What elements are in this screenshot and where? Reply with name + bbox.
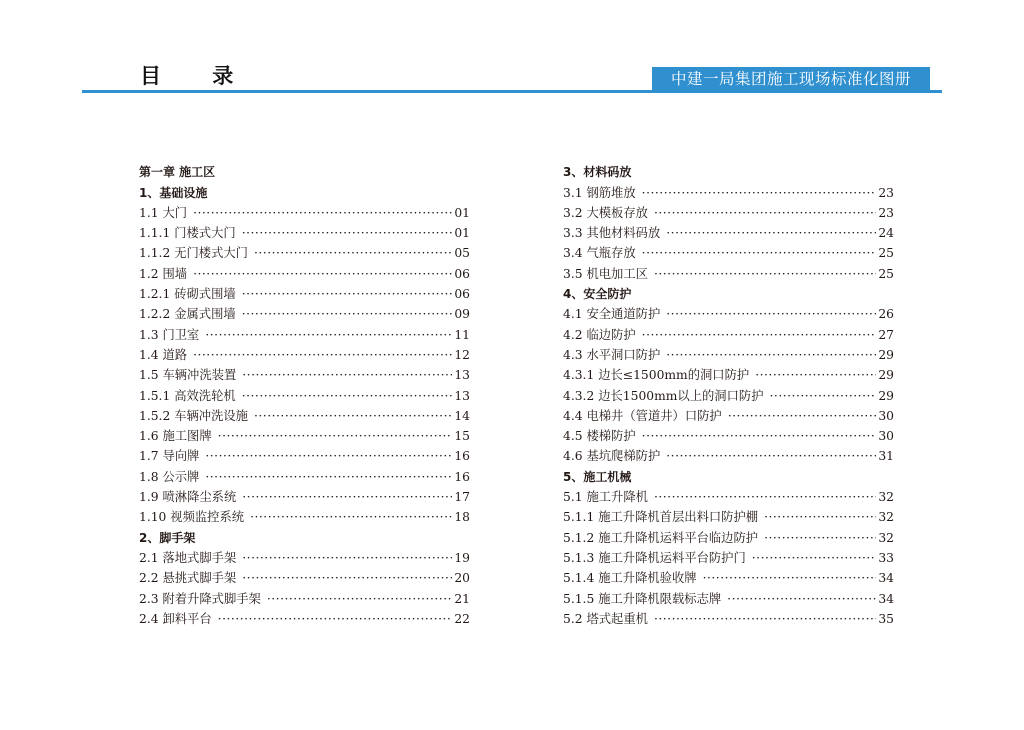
- toc-page-number: 21: [454, 591, 470, 606]
- dot-leader: [654, 489, 876, 505]
- dot-leader: [654, 205, 876, 221]
- dot-leader: [666, 225, 876, 241]
- toc-section-heading: [139, 525, 470, 545]
- toc-entry[interactable]: [563, 241, 894, 261]
- toc-page-number: 25: [878, 246, 894, 261]
- toc-page-number: 14: [454, 408, 470, 423]
- toc-page-number: 12: [454, 347, 470, 362]
- toc-page-number: 32: [878, 490, 894, 505]
- toc-entry-label: 1、基础设施: [139, 185, 208, 200]
- toc-page-number: 18: [454, 510, 470, 525]
- dot-leader: [642, 245, 877, 261]
- toc-entry-label: 5.1.5 施工升降机限载标志牌: [563, 591, 722, 606]
- dot-leader: [703, 570, 877, 586]
- dot-leader: [752, 550, 877, 566]
- toc-column-left: [139, 160, 470, 627]
- toc-entry[interactable]: [563, 383, 894, 403]
- dot-leader: [205, 448, 452, 464]
- dot-leader: [654, 611, 876, 627]
- dot-leader: [193, 266, 452, 282]
- toc-entry-label: 3、材料码放: [563, 165, 632, 180]
- toc-entry-label: 2.2 悬挑式脚手架: [139, 571, 237, 586]
- toc-section-heading: [563, 282, 894, 302]
- toc-section-heading: [563, 464, 894, 484]
- toc-entry-label: 1.4 道路: [139, 347, 188, 362]
- toc-entry-label: 1.1.2 无门楼式大门: [139, 246, 248, 261]
- toc-entry-label: 1.1 大门: [139, 205, 188, 220]
- dot-leader: [242, 367, 452, 383]
- toc-page-number: 32: [878, 510, 894, 525]
- toc-entry[interactable]: [139, 444, 470, 464]
- dot-leader: [764, 530, 876, 546]
- toc-entry-label: 2、脚手架: [139, 530, 196, 545]
- toc-page-number: 27: [878, 327, 894, 342]
- dot-leader: [205, 327, 452, 343]
- toc-entry[interactable]: [139, 505, 470, 525]
- dot-leader: [242, 489, 452, 505]
- dot-leader: [728, 408, 877, 424]
- dot-leader: [254, 245, 452, 261]
- toc-entry-label: 3.3 其他材料码放: [563, 226, 661, 241]
- toc-entry-label: 5.1.2 施工升降机运料平台临边防护: [563, 530, 759, 545]
- toc-entry-label: 1.6 施工图牌: [139, 429, 212, 444]
- toc-page-number: 29: [878, 388, 894, 403]
- dot-leader: [642, 428, 877, 444]
- toc-entry[interactable]: [563, 485, 894, 505]
- toc-entry[interactable]: [139, 607, 470, 627]
- toc-page-number: 13: [454, 388, 470, 403]
- toc-entry-label: 1.10 视频监控系统: [139, 510, 245, 525]
- toc-entry[interactable]: [563, 201, 894, 221]
- toc-entry-label: 1.8 公示牌: [139, 469, 200, 484]
- toc-entry[interactable]: [139, 464, 470, 484]
- toc-page-number: 01: [454, 226, 470, 241]
- toc-entry-label: 5.1 施工升降机: [563, 490, 648, 505]
- toc-entry-label: 3.1 钢筋堆放: [563, 185, 636, 200]
- toc-entry[interactable]: [139, 546, 470, 566]
- dot-leader: [250, 509, 452, 525]
- dot-leader: [242, 550, 452, 566]
- toc-entry-label: 4.4 电梯井（管道井）口防护: [563, 408, 722, 423]
- toc-entry-label: 5.1.1 施工升降机首层出料口防护棚: [563, 510, 759, 525]
- toc-entry-label: 4.1 安全通道防护: [563, 307, 661, 322]
- toc-entry-label: 2.1 落地式脚手架: [139, 550, 237, 565]
- toc-entry[interactable]: [563, 221, 894, 241]
- toc-page-number: 01: [454, 205, 470, 220]
- dot-leader: [267, 591, 453, 607]
- dot-leader: [727, 591, 876, 607]
- toc-entry[interactable]: [563, 424, 894, 444]
- toc-entry-label: 第一章 施工区: [139, 165, 216, 180]
- toc-entry[interactable]: [563, 444, 894, 464]
- toc-entry[interactable]: [139, 363, 470, 383]
- dot-leader: [193, 205, 452, 221]
- toc-page-number: 11: [454, 327, 470, 342]
- dot-leader: [193, 347, 452, 363]
- toc-entry-label: 2.3 附着升降式脚手架: [139, 591, 261, 606]
- toc-page-number: 17: [454, 490, 470, 505]
- toc-entry[interactable]: [563, 261, 894, 281]
- toc-entry[interactable]: [139, 241, 470, 261]
- dot-leader: [205, 469, 452, 485]
- toc-entry[interactable]: [563, 180, 894, 200]
- toc-page-number: 24: [878, 226, 894, 241]
- toc-entry-label: 3.5 机电加工区: [563, 266, 648, 281]
- toc-page-number: 19: [454, 550, 470, 565]
- toc-page-number: 31: [878, 449, 894, 464]
- toc-entry-label: 1.7 导向牌: [139, 449, 200, 464]
- toc-entry[interactable]: [139, 566, 470, 586]
- toc-section-heading: [563, 160, 894, 180]
- toc-entry-label: 5.1.4 施工升降机验收牌: [563, 571, 697, 586]
- toc-entry[interactable]: [139, 424, 470, 444]
- toc-page-number: 09: [454, 307, 470, 322]
- toc-entry-label: 4.3 水平洞口防护: [563, 347, 661, 362]
- toc-entry-label: 1.5.2 车辆冲洗设施: [139, 408, 248, 423]
- toc-entry-label: 1.2 围墙: [139, 266, 188, 281]
- toc-page-number: 25: [878, 266, 894, 281]
- toc-entry-label: 4.3.1 边长≤1500mm的洞口防护: [563, 368, 750, 383]
- toc-entry-label: 3.4 气瓶存放: [563, 246, 636, 261]
- dot-leader: [242, 570, 452, 586]
- dot-leader: [666, 448, 876, 464]
- toc-page-number: 26: [878, 307, 894, 322]
- toc-page-number: 34: [878, 571, 894, 586]
- toc-page-number: 32: [878, 530, 894, 545]
- dot-leader: [218, 611, 453, 627]
- toc-entry-label: 4、安全防护: [563, 287, 632, 302]
- toc-entry[interactable]: [139, 221, 470, 241]
- toc-entry[interactable]: [139, 485, 470, 505]
- toc-entry-label: 5、施工机械: [563, 469, 632, 484]
- toc-entry[interactable]: [563, 322, 894, 342]
- toc-page-number: 16: [454, 469, 470, 484]
- toc-entry-label: 1.2.1 砖砌式围墙: [139, 287, 236, 302]
- toc-page-number: 22: [454, 611, 470, 626]
- toc-entry-label: 1.5.1 高效洗轮机: [139, 388, 236, 403]
- toc-section-heading: [139, 180, 470, 200]
- header-divider: [82, 90, 942, 93]
- toc-entry-label: 1.2.2 金属式围墙: [139, 307, 236, 322]
- dot-leader: [666, 306, 876, 322]
- toc-entry-label: 1.1.1 门楼式大门: [139, 226, 236, 241]
- dot-leader: [755, 367, 876, 383]
- toc-page-number: 06: [454, 287, 470, 302]
- toc-entry[interactable]: [139, 201, 470, 221]
- toc-entry[interactable]: [139, 343, 470, 363]
- toc-entry[interactable]: [563, 302, 894, 322]
- page-title: 目 录: [140, 64, 256, 88]
- dot-leader: [242, 306, 453, 322]
- toc-entry-label: 4.5 楼梯防护: [563, 429, 636, 444]
- dot-leader: [642, 185, 877, 201]
- toc-page-number: 15: [454, 429, 470, 444]
- dot-leader: [254, 408, 452, 424]
- toc-entry[interactable]: [563, 343, 894, 363]
- toc-entry-label: 5.1.3 施工升降机运料平台防护门: [563, 550, 746, 565]
- dot-leader: [770, 388, 877, 404]
- toc-page-number: 30: [878, 429, 894, 444]
- dot-leader: [242, 225, 453, 241]
- toc-page-number: 16: [454, 449, 470, 464]
- toc-entry[interactable]: [563, 546, 894, 566]
- toc-entry[interactable]: [139, 586, 470, 606]
- book-title-tab: 中建一局集团施工现场标准化图册: [652, 67, 930, 92]
- toc-page-number: 20: [454, 571, 470, 586]
- toc-entry-label: 1.5 车辆冲洗装置: [139, 368, 237, 383]
- toc-entry[interactable]: [139, 383, 470, 403]
- toc-page-number: 29: [878, 368, 894, 383]
- toc-page-number: 23: [878, 205, 894, 220]
- toc-page-number: 13: [454, 368, 470, 383]
- toc-page-number: 35: [878, 611, 894, 626]
- toc-page-number: 23: [878, 185, 894, 200]
- toc-entry[interactable]: [139, 404, 470, 424]
- toc-entry-label: 5.2 塔式起重机: [563, 611, 648, 626]
- toc-entry-label: 2.4 卸料平台: [139, 611, 212, 626]
- toc-entry[interactable]: [563, 566, 894, 586]
- toc-entry[interactable]: [563, 586, 894, 606]
- toc-entry[interactable]: [563, 404, 894, 424]
- toc-entry[interactable]: [139, 322, 470, 342]
- dot-leader: [654, 266, 876, 282]
- toc-page-number: 05: [454, 246, 470, 261]
- dot-leader: [666, 347, 876, 363]
- toc-entry[interactable]: [139, 302, 470, 322]
- toc-entry-label: 4.6 基坑爬梯防护: [563, 449, 661, 464]
- dot-leader: [764, 509, 876, 525]
- toc-entry[interactable]: [563, 525, 894, 545]
- toc-entry-label: 4.3.2 边长1500mm以上的洞口防护: [563, 388, 764, 403]
- dot-leader: [642, 327, 877, 343]
- toc-page-number: 29: [878, 347, 894, 362]
- toc-entry[interactable]: [139, 282, 470, 302]
- toc-entry[interactable]: [563, 607, 894, 627]
- dot-leader: [218, 428, 453, 444]
- dot-leader: [242, 388, 453, 404]
- dot-leader: [242, 286, 453, 302]
- toc-entry-label: 3.2 大模板存放: [563, 205, 648, 220]
- toc-page-number: 06: [454, 266, 470, 281]
- toc-entry[interactable]: [139, 261, 470, 281]
- toc-entry-label: 4.2 临边防护: [563, 327, 636, 342]
- toc-entry-label: 1.9 喷淋降尘系统: [139, 490, 237, 505]
- toc-entry[interactable]: [563, 505, 894, 525]
- toc-page-number: 34: [878, 591, 894, 606]
- toc-page-number: 30: [878, 408, 894, 423]
- toc-entry[interactable]: [563, 363, 894, 383]
- toc-entry-label: 1.3 门卫室: [139, 327, 200, 342]
- toc-section-heading: [139, 160, 470, 180]
- toc-column-right: [563, 160, 894, 627]
- toc-page-number: 33: [878, 550, 894, 565]
